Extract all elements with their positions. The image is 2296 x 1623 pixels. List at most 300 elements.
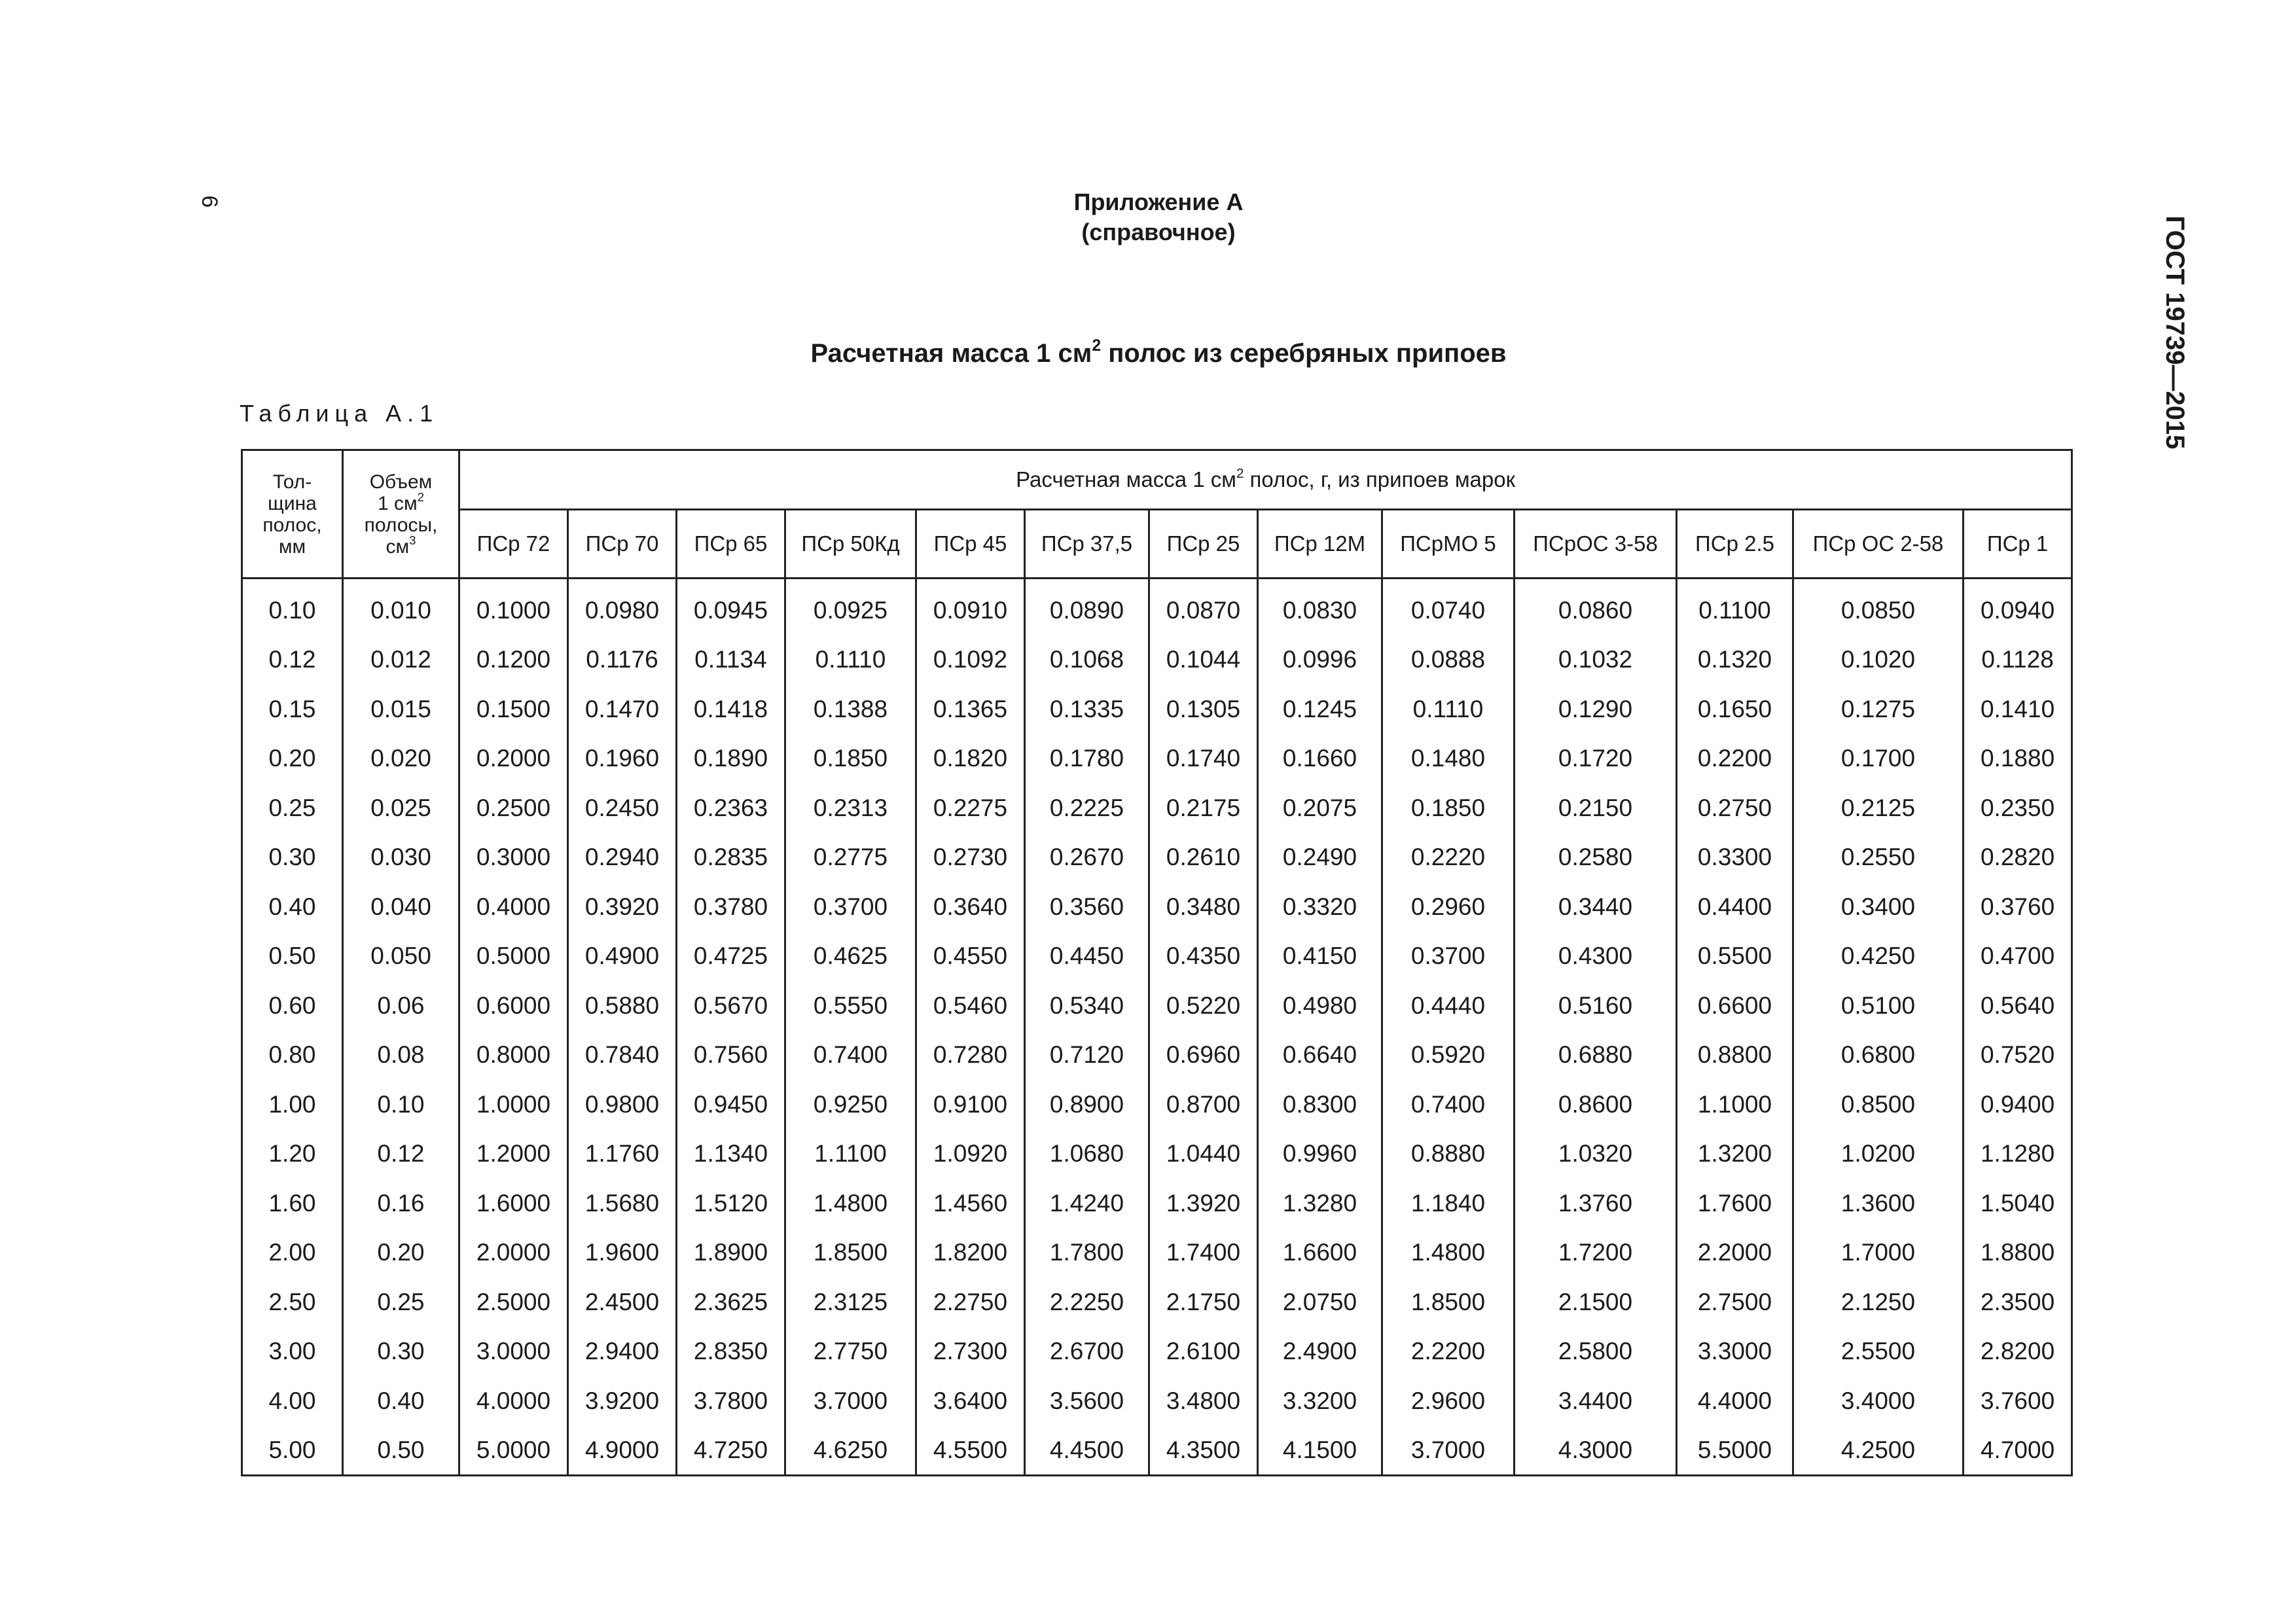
mass-cell: 0.4900 <box>568 932 677 982</box>
mass-cell: 3.3200 <box>1258 1376 1382 1426</box>
mass-cell: 0.1068 <box>1025 635 1149 685</box>
title-prefix: Расчетная масса 1 см <box>810 339 1092 368</box>
mass-cell: 4.9000 <box>568 1426 677 1476</box>
mass-cell: 0.4150 <box>1258 932 1382 982</box>
mass-cell: 0.1880 <box>1964 734 2072 784</box>
mass-cell: 0.3320 <box>1258 882 1382 932</box>
mass-cell: 0.8300 <box>1258 1080 1382 1130</box>
table-row <box>242 1277 2072 1327</box>
volume-cell: 0.06 <box>343 981 459 1031</box>
mass-cell: 1.1100 <box>785 1130 916 1179</box>
table-row <box>242 1228 2072 1278</box>
table-row <box>242 586 2072 635</box>
table-row <box>242 882 2072 932</box>
mass-cell: 0.5500 <box>1677 932 1793 982</box>
volume-header-line <box>344 533 458 558</box>
mass-cell: 0.4625 <box>785 932 916 982</box>
mass-cell: 0.0996 <box>1258 635 1382 685</box>
mass-cell: 2.1250 <box>1793 1277 1964 1327</box>
mass-cell: 0.2670 <box>1025 833 1149 883</box>
mass-cell: 4.0000 <box>459 1376 568 1426</box>
mass-cell: 0.2175 <box>1149 783 1258 833</box>
mass-cell: 0.2275 <box>916 783 1025 833</box>
document-code: ГОСТ 19739—2015 <box>2161 215 2189 450</box>
thickness-cell: 0.15 <box>242 685 343 734</box>
mass-cell: 0.3400 <box>1793 882 1964 932</box>
mass-cell: 0.2490 <box>1258 833 1382 883</box>
volume-cell: 0.25 <box>343 1277 459 1327</box>
mass-cell: 4.3000 <box>1515 1426 1677 1476</box>
table-row <box>242 1130 2072 1179</box>
mass-cell: 1.3600 <box>1793 1179 1964 1228</box>
thickness-header-line: Тол- <box>272 471 312 493</box>
mass-cell: 1.4800 <box>785 1179 916 1228</box>
mass-cell: 0.4350 <box>1149 932 1258 982</box>
mass-cell: 0.1500 <box>459 685 568 734</box>
mass-cell: 1.1340 <box>677 1130 785 1179</box>
mass-cell: 0.7520 <box>1964 1031 2072 1080</box>
mass-cell: 0.2775 <box>785 833 916 883</box>
mass-cell: 2.6700 <box>1025 1327 1149 1377</box>
mass-cell: 0.6880 <box>1515 1031 1677 1080</box>
mass-cell: 0.1000 <box>459 586 568 635</box>
mass-cell: 0.2960 <box>1382 882 1515 932</box>
mass-cell: 4.3500 <box>1149 1426 1258 1476</box>
mass-cell: 0.2580 <box>1515 833 1677 883</box>
mass-cell: 0.0925 <box>785 586 916 635</box>
mass-cell: 0.8900 <box>1025 1080 1149 1130</box>
solder-mass-table <box>241 449 2073 1476</box>
mass-cell: 0.3760 <box>1964 882 2072 932</box>
volume-header <box>343 450 459 579</box>
mass-cell: 3.3000 <box>1677 1327 1793 1377</box>
mass-cell: 2.4900 <box>1258 1327 1382 1377</box>
thickness-cell: 1.20 <box>242 1130 343 1179</box>
thickness-cell: 2.00 <box>242 1228 343 1278</box>
mass-cell: 0.2750 <box>1677 783 1793 833</box>
mass-cell: 0.4440 <box>1382 981 1515 1031</box>
mass-cell: 4.1500 <box>1258 1426 1382 1476</box>
mass-cell: 2.0000 <box>459 1228 568 1278</box>
mass-cell: 0.2125 <box>1793 783 1964 833</box>
mass-cell: 0.8800 <box>1677 1031 1793 1080</box>
mass-cell: 2.8350 <box>677 1327 785 1377</box>
mass-cell: 1.4560 <box>916 1179 1025 1228</box>
thickness-header-line: полос, <box>262 514 322 536</box>
mass-cell: 0.1660 <box>1258 734 1382 784</box>
mass-cell: 1.7600 <box>1677 1179 1793 1228</box>
mass-cell: 1.1280 <box>1964 1130 2072 1179</box>
mass-cell: 5.0000 <box>459 1426 568 1476</box>
mass-cell: 0.2313 <box>785 783 916 833</box>
mass-cell: 0.2000 <box>459 734 568 784</box>
group-header-sup: 2 <box>1236 465 1244 481</box>
mass-cell: 0.7280 <box>916 1031 1025 1080</box>
mass-cell: 0.3640 <box>916 882 1025 932</box>
mass-cell: 1.0200 <box>1793 1130 1964 1179</box>
grade-header: ПСр 25 <box>1149 510 1258 579</box>
mass-cell: 0.6640 <box>1258 1031 1382 1080</box>
mass-cell: 0.5550 <box>785 981 916 1031</box>
mass-cell: 1.8500 <box>785 1228 916 1278</box>
mass-cell: 0.5100 <box>1793 981 1964 1031</box>
mass-cell: 0.2940 <box>568 833 677 883</box>
mass-cell: 2.1500 <box>1515 1277 1677 1327</box>
volume-header-text: 1 см <box>378 492 418 514</box>
mass-cell: 0.1128 <box>1964 635 2072 685</box>
thickness-cell: 3.00 <box>242 1327 343 1377</box>
mass-cell: 0.1020 <box>1793 635 1964 685</box>
mass-cell: 1.3760 <box>1515 1179 1677 1228</box>
mass-cell: 1.8800 <box>1964 1228 2072 1278</box>
mass-cell: 0.9800 <box>568 1080 677 1130</box>
mass-cell: 2.2250 <box>1025 1277 1149 1327</box>
mass-cell: 0.2200 <box>1677 734 1793 784</box>
appendix-title: Приложение А <box>1073 188 1244 215</box>
mass-cell: 2.3125 <box>785 1277 916 1327</box>
mass-cell: 0.1110 <box>1382 685 1515 734</box>
mass-cell: 0.4000 <box>459 882 568 932</box>
mass-cell: 3.4000 <box>1793 1376 1964 1426</box>
mass-cell: 1.9600 <box>568 1228 677 1278</box>
mass-cell: 0.9400 <box>1964 1080 2072 1130</box>
mass-cell: 3.7800 <box>677 1376 785 1426</box>
mass-cell: 1.7200 <box>1515 1228 1677 1278</box>
grade-header: ПСр 70 <box>568 510 677 579</box>
mass-cell: 2.3500 <box>1964 1277 2072 1327</box>
mass-cell: 0.7840 <box>568 1031 677 1080</box>
mass-cell: 1.0320 <box>1515 1130 1677 1179</box>
mass-cell: 0.6600 <box>1677 981 1793 1031</box>
thickness-cell: 0.12 <box>242 635 343 685</box>
mass-cell: 0.2075 <box>1258 783 1382 833</box>
mass-cell: 0.5460 <box>916 981 1025 1031</box>
mass-cell: 1.7000 <box>1793 1228 1964 1278</box>
table-body <box>242 579 2072 1476</box>
volume-header-text: см <box>386 535 410 558</box>
mass-cell: 0.5000 <box>459 932 568 982</box>
grade-header: ПСрОС 3-58 <box>1515 510 1677 579</box>
mass-cell: 0.3920 <box>568 882 677 932</box>
mass-cell: 0.1960 <box>568 734 677 784</box>
mass-cell: 0.1176 <box>568 635 677 685</box>
mass-cell: 1.8200 <box>916 1228 1025 1278</box>
grade-header: ПСр 65 <box>677 510 785 579</box>
mass-cell: 0.1700 <box>1793 734 1964 784</box>
table-row <box>242 685 2072 734</box>
grade-header: ПСр ОС 2-58 <box>1793 510 1964 579</box>
mass-cell: 0.1820 <box>916 734 1025 784</box>
mass-cell: 2.1750 <box>1149 1277 1258 1327</box>
thickness-cell: 4.00 <box>242 1376 343 1426</box>
mass-cell: 0.9100 <box>916 1080 1025 1130</box>
thickness-cell: 1.00 <box>242 1080 343 1130</box>
mass-cell: 1.0680 <box>1025 1130 1149 1179</box>
mass-cell: 0.7560 <box>677 1031 785 1080</box>
table-row <box>242 783 2072 833</box>
mass-cell: 0.1720 <box>1515 734 1677 784</box>
title-suffix: полос из серебряных припоев <box>1101 339 1507 368</box>
mass-cell: 0.1850 <box>1382 783 1515 833</box>
mass-cell: 0.8600 <box>1515 1080 1677 1130</box>
mass-cell: 0.8700 <box>1149 1080 1258 1130</box>
mass-cell: 0.0940 <box>1964 586 2072 635</box>
volume-header-line <box>344 490 458 514</box>
table-row <box>242 1376 2072 1426</box>
mass-cell: 2.6100 <box>1149 1327 1258 1377</box>
mass-cell: 0.1032 <box>1515 635 1677 685</box>
mass-cell: 0.1100 <box>1677 586 1793 635</box>
mass-cell: 3.7600 <box>1964 1376 2072 1426</box>
mass-cell: 2.5500 <box>1793 1327 1964 1377</box>
volume-header-sup: 3 <box>409 533 416 547</box>
volume-header-line: полосы, <box>364 514 438 536</box>
volume-header-line: Объем <box>369 471 433 493</box>
mass-cell: 0.3440 <box>1515 882 1677 932</box>
table-row <box>242 734 2072 784</box>
volume-cell: 0.020 <box>343 734 459 784</box>
volume-header-sup: 2 <box>417 490 424 504</box>
mass-cell: 1.8900 <box>677 1228 785 1278</box>
mass-cell: 0.3700 <box>785 882 916 932</box>
mass-cell: 1.0000 <box>459 1080 568 1130</box>
mass-cell: 4.6250 <box>785 1426 916 1476</box>
mass-cell: 0.4300 <box>1515 932 1677 982</box>
mass-cell: 0.0910 <box>916 586 1025 635</box>
mass-cell: 0.5640 <box>1964 981 2072 1031</box>
volume-cell: 0.030 <box>343 833 459 883</box>
mass-cell: 1.7400 <box>1149 1228 1258 1278</box>
mass-cell: 0.1365 <box>916 685 1025 734</box>
group-header-text: Расчетная масса 1 см <box>1016 467 1236 491</box>
mass-cell: 0.2150 <box>1515 783 1677 833</box>
table-row <box>242 1327 2072 1377</box>
appendix-subtitle: (справочное) <box>1081 219 1236 245</box>
volume-cell: 0.12 <box>343 1130 459 1179</box>
mass-cell: 2.2750 <box>916 1277 1025 1327</box>
table-label: Таблица А.1 <box>240 400 439 427</box>
mass-cell: 1.0440 <box>1149 1130 1258 1179</box>
mass-cell: 0.5340 <box>1025 981 1149 1031</box>
mass-cell: 0.1890 <box>677 734 785 784</box>
mass-cell: 0.1320 <box>1677 635 1793 685</box>
mass-cell: 3.6400 <box>916 1376 1025 1426</box>
mass-cell: 0.1410 <box>1964 685 2072 734</box>
mass-cell: 1.5680 <box>568 1179 677 1228</box>
mass-cell: 0.1134 <box>677 635 785 685</box>
mass-cell: 0.9450 <box>677 1080 785 1130</box>
grade-header-row <box>242 510 2072 579</box>
mass-cell: 1.5040 <box>1964 1179 2072 1228</box>
mass-cell: 0.6800 <box>1793 1031 1964 1080</box>
mass-cell: 2.7300 <box>916 1327 1025 1377</box>
table-row <box>242 635 2072 685</box>
mass-cell: 0.1740 <box>1149 734 1258 784</box>
volume-cell: 0.50 <box>343 1426 459 1476</box>
grade-header: ПСр 50Кд <box>785 510 916 579</box>
mass-cell: 0.1850 <box>785 734 916 784</box>
mass-cell: 0.3300 <box>1677 833 1793 883</box>
grade-header: ПСр 1 <box>1964 510 2072 579</box>
mass-cell: 0.4250 <box>1793 932 1964 982</box>
grade-header: ПСрМО 5 <box>1382 510 1515 579</box>
volume-cell: 0.040 <box>343 882 459 932</box>
title-sup: 2 <box>1092 337 1102 355</box>
mass-cell: 1.1760 <box>568 1130 677 1179</box>
mass-cell: 0.2363 <box>677 783 785 833</box>
mass-cell: 0.2730 <box>916 833 1025 883</box>
mass-cell: 2.2000 <box>1677 1228 1793 1278</box>
mass-cell: 1.5120 <box>677 1179 785 1228</box>
volume-cell: 0.015 <box>343 685 459 734</box>
mass-cell: 0.0850 <box>1793 586 1964 635</box>
volume-cell: 0.10 <box>343 1080 459 1130</box>
mass-cell: 0.1245 <box>1258 685 1382 734</box>
mass-cell: 0.7120 <box>1025 1031 1149 1080</box>
mass-cell: 0.5880 <box>568 981 677 1031</box>
mass-cell: 4.7250 <box>677 1426 785 1476</box>
mass-cell: 0.4700 <box>1964 932 2072 982</box>
grade-header: ПСр 2.5 <box>1677 510 1793 579</box>
mass-cell: 2.8200 <box>1964 1327 2072 1377</box>
mass-cell: 2.9600 <box>1382 1376 1515 1426</box>
mass-cell: 1.2000 <box>459 1130 568 1179</box>
mass-cell: 3.7000 <box>1382 1426 1515 1476</box>
mass-cell: 1.6600 <box>1258 1228 1382 1278</box>
mass-cell: 0.7400 <box>785 1031 916 1080</box>
mass-cell: 1.7800 <box>1025 1228 1149 1278</box>
table-row <box>242 1179 2072 1228</box>
mass-cell: 1.1000 <box>1677 1080 1793 1130</box>
mass-cell: 0.1305 <box>1149 685 1258 734</box>
volume-cell: 0.40 <box>343 1376 459 1426</box>
thickness-cell: 0.25 <box>242 783 343 833</box>
thickness-cell: 0.10 <box>242 586 343 635</box>
mass-cell: 1.3920 <box>1149 1179 1258 1228</box>
mass-cell: 1.3200 <box>1677 1130 1793 1179</box>
thickness-cell: 0.50 <box>242 932 343 982</box>
mass-cell: 0.9250 <box>785 1080 916 1130</box>
mass-cell: 0.9960 <box>1258 1130 1382 1179</box>
table-row <box>242 1426 2072 1476</box>
volume-cell: 0.16 <box>343 1179 459 1228</box>
mass-cell: 0.5670 <box>677 981 785 1031</box>
mass-cell: 2.4500 <box>568 1277 677 1327</box>
mass-cell: 3.9200 <box>568 1376 677 1426</box>
mass-cell: 0.2550 <box>1793 833 1964 883</box>
mass-cell: 0.2350 <box>1964 783 2072 833</box>
mass-cell: 4.2500 <box>1793 1426 1964 1476</box>
volume-cell: 0.025 <box>343 783 459 833</box>
grade-header: ПСр 12М <box>1258 510 1382 579</box>
mass-cell: 0.2500 <box>459 783 568 833</box>
thickness-cell: 2.50 <box>242 1277 343 1327</box>
mass-cell: 0.2835 <box>677 833 785 883</box>
thickness-cell: 0.20 <box>242 734 343 784</box>
mass-cell: 0.0890 <box>1025 586 1149 635</box>
mass-cell: 2.9400 <box>568 1327 677 1377</box>
mass-cell: 0.4980 <box>1258 981 1382 1031</box>
mass-cell: 0.2610 <box>1149 833 1258 883</box>
mass-cell: 0.6000 <box>459 981 568 1031</box>
mass-cell: 0.0980 <box>568 586 677 635</box>
mass-cell: 0.2220 <box>1382 833 1515 883</box>
mass-cell: 0.7400 <box>1382 1080 1515 1130</box>
mass-cell: 0.1200 <box>459 635 568 685</box>
mass-cell: 3.7000 <box>785 1376 916 1426</box>
table-row <box>242 1080 2072 1130</box>
mass-cell: 0.0740 <box>1382 586 1515 635</box>
mass-cell: 1.3280 <box>1258 1179 1382 1228</box>
mass-cell: 0.8500 <box>1793 1080 1964 1130</box>
mass-cell: 0.0870 <box>1149 586 1258 635</box>
thickness-cell: 5.00 <box>242 1426 343 1476</box>
mass-cell: 1.4240 <box>1025 1179 1149 1228</box>
mass-cell: 4.5500 <box>916 1426 1025 1476</box>
table-row <box>242 981 2072 1031</box>
header-spacer <box>242 579 2072 586</box>
mass-cell: 0.3560 <box>1025 882 1149 932</box>
thickness-cell: 0.80 <box>242 1031 343 1080</box>
page-number: 6 <box>197 195 222 208</box>
mass-cell: 0.5160 <box>1515 981 1677 1031</box>
mass-cell: 0.2225 <box>1025 783 1149 833</box>
mass-cell: 1.0920 <box>916 1130 1025 1179</box>
mass-cell: 0.3480 <box>1149 882 1258 932</box>
mass-cell: 2.3625 <box>677 1277 785 1327</box>
mass-cell: 2.5800 <box>1515 1327 1677 1377</box>
mass-cell: 0.1092 <box>916 635 1025 685</box>
mass-cell: 0.0860 <box>1515 586 1677 635</box>
mass-cell: 3.5600 <box>1025 1376 1149 1426</box>
mass-cell: 0.1110 <box>785 635 916 685</box>
table-row <box>242 932 2072 982</box>
appendix-heading <box>785 187 1532 247</box>
mass-cell: 0.0945 <box>677 586 785 635</box>
thickness-cell: 0.30 <box>242 833 343 883</box>
mass-cell: 4.4500 <box>1025 1426 1149 1476</box>
mass-cell: 0.4450 <box>1025 932 1149 982</box>
mass-cell: 0.1470 <box>568 685 677 734</box>
mass-cell: 0.0888 <box>1382 635 1515 685</box>
volume-cell: 0.30 <box>343 1327 459 1377</box>
mass-cell: 4.4000 <box>1677 1376 1793 1426</box>
mass-cell: 0.1275 <box>1793 685 1964 734</box>
mass-cell: 4.7000 <box>1964 1426 2072 1476</box>
grade-header: ПСр 37,5 <box>1025 510 1149 579</box>
mass-cell: 5.5000 <box>1677 1426 1793 1476</box>
thickness-cell: 0.40 <box>242 882 343 932</box>
mass-cell: 2.5000 <box>459 1277 568 1327</box>
mass-cell: 0.2450 <box>568 783 677 833</box>
mass-cell: 0.1418 <box>677 685 785 734</box>
table-title <box>458 334 1859 373</box>
mass-group-header <box>459 450 2072 510</box>
mass-cell: 1.4800 <box>1382 1228 1515 1278</box>
mass-cell: 3.4800 <box>1149 1376 1258 1426</box>
mass-cell: 0.5220 <box>1149 981 1258 1031</box>
mass-cell: 0.4400 <box>1677 882 1793 932</box>
group-header-text: полос, г, из припоев марок <box>1244 467 1516 491</box>
mass-cell: 0.4550 <box>916 932 1025 982</box>
mass-cell: 0.1044 <box>1149 635 1258 685</box>
mass-cell: 1.8500 <box>1382 1277 1515 1327</box>
volume-cell: 0.050 <box>343 932 459 982</box>
mass-cell: 0.6960 <box>1149 1031 1258 1080</box>
mass-cell: 0.0830 <box>1258 586 1382 635</box>
mass-cell: 2.0750 <box>1258 1277 1382 1327</box>
volume-cell: 0.08 <box>343 1031 459 1080</box>
